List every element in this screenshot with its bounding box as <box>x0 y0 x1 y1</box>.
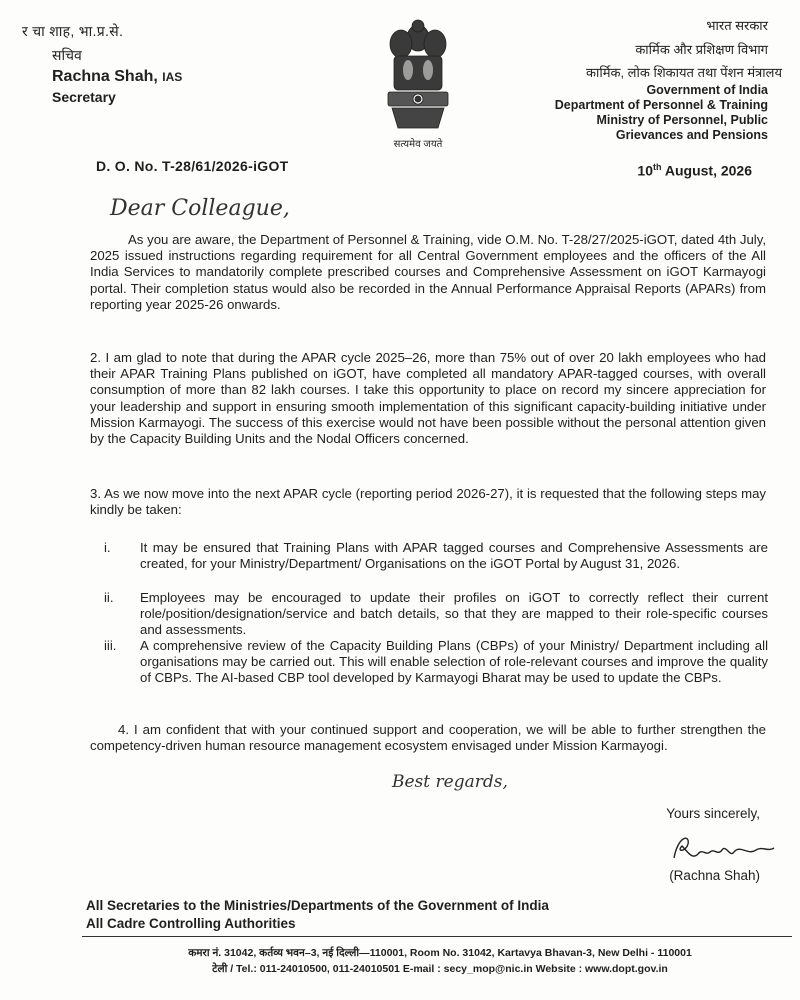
regards: Best regards, <box>392 772 508 792</box>
paragraph-1: As you are aware, the Department of Personnel & Training, vide O.M. No. T-28/27/2025-iGOT, dated 4th July, 2025 issued instructions regarding requirement for all Central Government employees and the officers of the All India Services to mandatorily complete prescribed courses and Comprehensive Assessment on iGOT Karmayogi portal. Their completion status would also be recorded in the Annual Performance Appraisal Reports (APARs) from reporting year 2025-26 onwards. <box>90 232 766 312</box>
do-number: D. O. No. T-28/61/2026-iGOT <box>96 158 289 174</box>
salutation: Dear Colleague, <box>110 196 290 221</box>
hindi-ministry: कार्मिक, लोक शिकायत तथा पेंशन मंत्रालय <box>585 65 782 80</box>
letter-date <box>637 162 752 179</box>
paragraph-2: 2. I am glad to note that during the APAR cycle 2025–26, more than 75% out of over 20 lakh employees who had their APAR Training Plans published on iGOT, have completed all mandatory APAR-tagged courses, with overall consumption of more than 82 lakh courses. I take this opportunity to place on record my sincere appreciation for your leadership and support in ensuring smooth implementation of this significant capacity-building initiative under Mission Karmayogi. The success of this exercise would not have been possible without the personal attention given by the Capacity Building Units and the Nodal Officers concerned. <box>90 350 766 447</box>
paragraph-4: 4. I am confident that with your continued support and cooperation, we will be able to further strengthen the competency-driven human resource management ecosystem envisaged under Mission Karmayogi. <box>90 722 766 754</box>
yours-sincerely: Yours sincerely, <box>666 806 760 821</box>
govt-of-india: Government of India <box>646 83 768 97</box>
ministry-name-line2: Grievances and Pensions <box>615 128 768 142</box>
sender-name-line <box>52 68 182 86</box>
signature-icon <box>668 830 778 866</box>
list-item-text: A comprehensive review of the Capacity Building Plans (CBPs) of your Ministry/ Department including all organisations may be carried out. This will enable selection of role-relevant courses and improve the quality of CBPs. The AI-based CBP tool developed by Karmayogi Bharat may be used to update the CBPs. <box>140 638 768 686</box>
hindi-dept: कार्मिक और प्रशिक्षण विभाग <box>635 42 768 57</box>
footer-address: कमरा नं. 31042, कर्तव्य भवन–3, नई दिल्ली—110001, Room No. 31042, Kartavya Bhavan-3, New Delhi - 110001 <box>188 947 692 959</box>
signatory-name: (Rachna Shah) <box>669 868 760 883</box>
list-item <box>104 540 770 590</box>
date-rest: August, 2026 <box>661 162 752 179</box>
paragraph-3: 3. As we now move into the next APAR cycle (reporting period 2026-27), it is requested that the following steps may kindly be taken: <box>90 486 766 518</box>
footer-divider <box>82 936 792 937</box>
footer-contact: टेली / Tel.: 011-24010500, 011-24010501 E-mail : secy_mop@nic.in Website : www.dopt.gov.in <box>212 963 668 975</box>
sender-name: Rachna Shah, <box>52 68 158 85</box>
list-item-text: Employees may be encouraged to update their profiles on iGOT to correctly reflect their current role/position/designation/service and batch details, so that they are mapped to their role-specific courses and assessments. <box>140 590 768 638</box>
addressee-line-1: All Secretaries to the Ministries/Departments of the Government of India <box>86 898 549 913</box>
addressee-line-2: All Cadre Controlling Authorities <box>86 916 296 931</box>
state-emblem-icon <box>378 12 458 136</box>
hindi-title: सचिव <box>52 47 82 63</box>
list-item <box>104 638 770 708</box>
ministry-name-line1: Ministry of Personnel, Public <box>596 113 768 127</box>
date-suffix: th <box>652 162 662 172</box>
list-item-text: It may be ensured that Training Plans with APAR tagged courses and Comprehensive Assessments are created, for your Ministry/Department/ Organisations on the iGOT Portal by August 31, 2026. <box>140 540 768 572</box>
sender-title: Secretary <box>52 89 116 105</box>
list-item-number: i. <box>104 540 111 555</box>
date-day: 10 <box>637 162 653 179</box>
hindi-name: र चा शाह, भा.प्र.से. <box>22 23 124 39</box>
emblem-motto: सत्यमेव जयते <box>393 139 443 150</box>
hindi-govt: भारत सरकार <box>706 18 768 33</box>
sender-service: IAS <box>162 70 183 84</box>
dept-name: Department of Personnel & Training <box>554 98 768 112</box>
list-item <box>104 590 770 640</box>
list-item-number: iii. <box>104 638 117 653</box>
list-item-number: ii. <box>104 590 114 605</box>
